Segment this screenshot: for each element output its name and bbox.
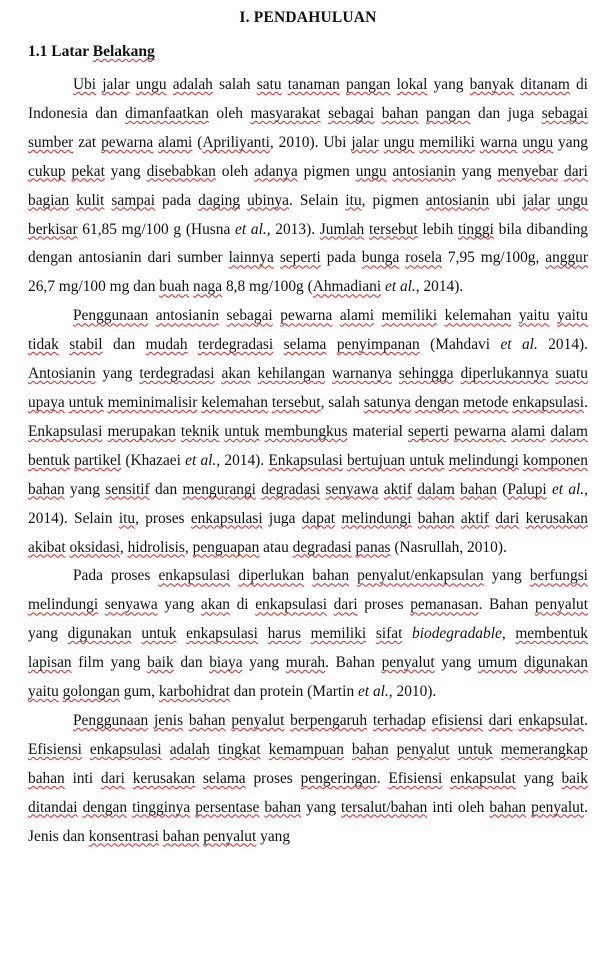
page-content [28, 0, 588, 851]
section-heading [28, 28, 588, 63]
page-title: I. PENDAHULUAN [239, 9, 377, 26]
paragraph-1: Ubi jalar ungu adalah salah satu tanaman pangan lokal yang banyak ditanam di Indonesia dan dimanfaatkan oleh masyarakat sebagai bahan pangan dan juga sebagai sumber zat pewarna alami (Apriliyanti, 2010). Ubi jalar ungu memiliki warna ungu yang cukup pekat yang disebabkan oleh adanya pigmen ungu antosianin yang menyebar dari bagian kulit sampai pada daging ubinya. Selain itu, pigmen antosianin ubi jalar ungu berkisar 61,85 mg/100 g (Husna et al., 2013). Jumlah tersebut lebih tinggi bila dibanding dengan antosianin dari sumber lainnya seperti pada bunga rosela 7,95 mg/100g, anggur 26,7 mg/100 mg dan buah naga 8,8 mg/100g (Ahmadiani et al., 2014). [28, 76, 588, 296]
section-heading-plain: 1.1 Latar [28, 43, 93, 60]
paragraph-3: Pada proses enkapsulasi diperlukan bahan penyalut/enkapsulan yang berfungsi melindungi senyawa yang akan di enkapsulasi dari proses pemanasan. Bahan penyalut yang digunakan untuk enkapsulasi harus memiliki sifat biodegradable, membentuk lapisan film yang baik dan biaya yang murah. Bahan penyalut yang umum digunakan yaitu golongan gum, karbohidrat dan protein (Martin et al., 2010). [28, 567, 588, 701]
paragraph-4: Penggunaan jenis bahan penyalut berpengaruh terhadap efisiensi dari enkapsulat. Efisiensi enkapsulasi adalah tingkat kemampuan bahan penyalut untuk memerangkap bahan inti dari kerusakan selama proses pengeringan. Efisiensi enkapsulat yang baik ditandai dengan tingginya persentase bahan yang tersalut/bahan inti oleh bahan penyalut. Jenis dan konsentrasi bahan penyalut yang [28, 711, 589, 845]
section-heading-misspelled: Belakang [92, 43, 155, 60]
paragraph-2: Penggunaan antosianin sebagai pewarna alami memiliki kelemahan yaitu yaitu tidak stabil dan mudah terdegradasi selama penyimpanan (Mahdavi et al. 2014). Antosianin yang terdegradasi akan kehilangan warnanya sehingga diperlukannya suatu upaya untuk meminimalisir kelemahan tersebut, salah satunya dengan metode enkapsulasi. Enkapsulasi merupakan teknik untuk membungkus material seperti pewarna alami dalam bentuk partikel (Khazaei et al., 2014). Enkapsulasi bertujuan untuk melindungi komponen bahan yang sensitif dan mengurangi degradasi senyawa aktif dalam bahan (Palupi et al., 2014). Selain itu, proses enkapsulasi juga dapat melindungi bahan aktif dari kerusakan akibat oksidasi, hidrolisis, penguapan atau degradasi panas (Nasrullah, 2010). [28, 307, 589, 556]
